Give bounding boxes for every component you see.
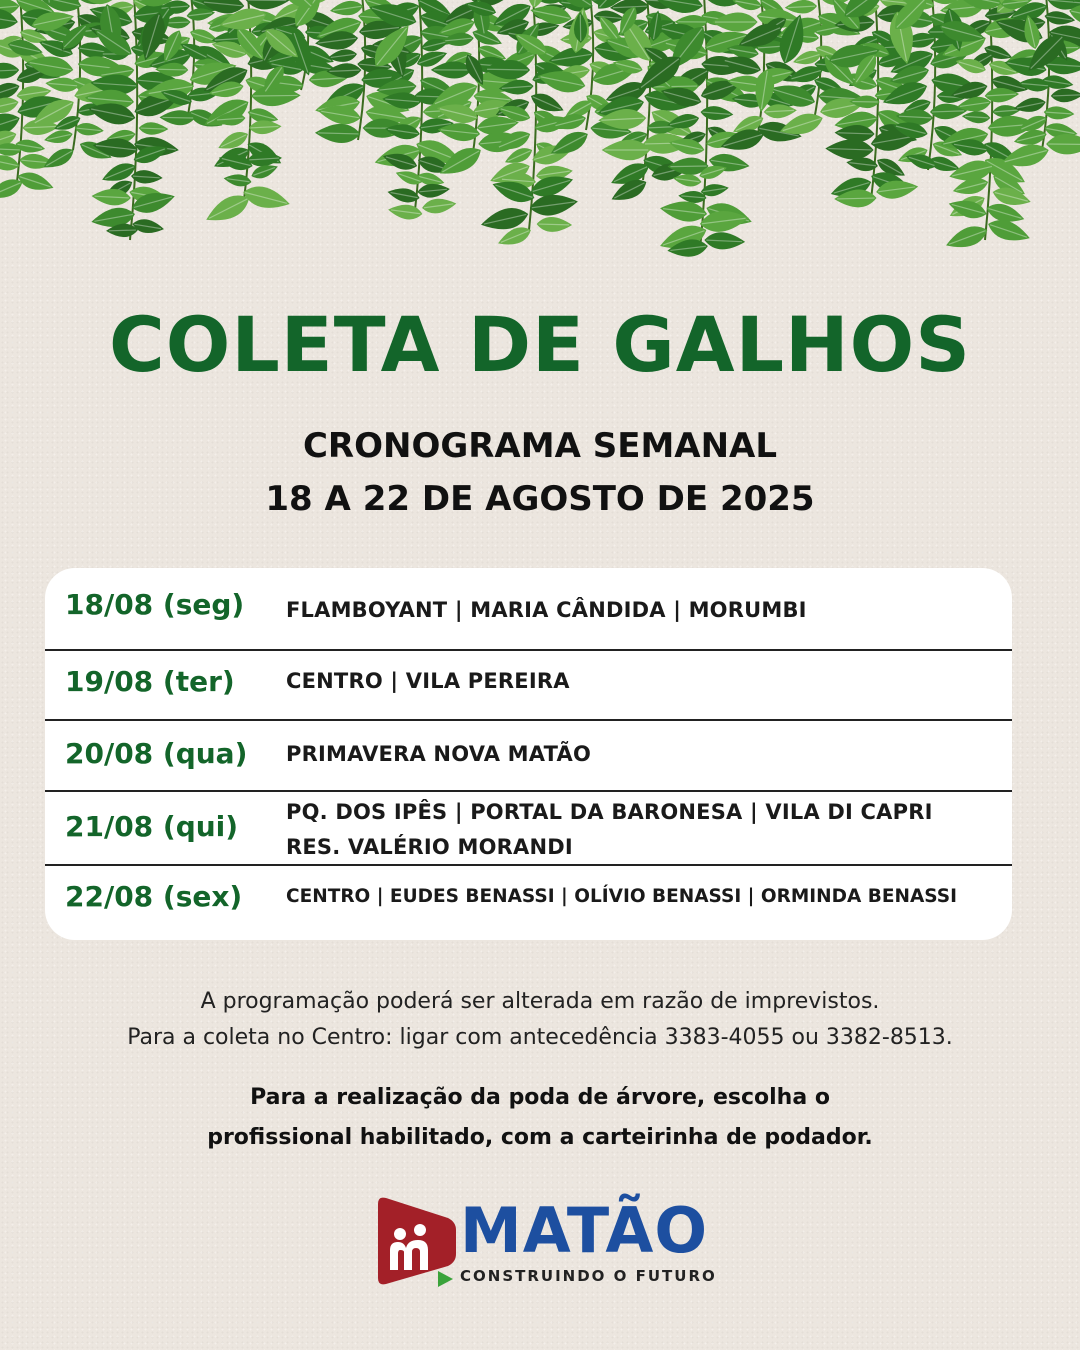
schedule-subtitle: CRONOGRAMA SEMANAL [302,426,778,466]
foliage-decoration [0,0,1080,270]
matao-logo [368,1192,718,1292]
advice-text: Para a realização da poda de árvore, escolha o [250,1085,830,1110]
schedule-row [45,866,1012,940]
schedule-day: 20/08 (qua) [65,737,248,770]
schedule-row [45,651,1012,721]
schedule-day: 18/08 (seg) [65,588,245,621]
schedule-places: CENTRO | EUDES BENASSI | OLÍVIO BENASSI | ORMINDA BENASSI [286,886,957,907]
notice-phone-text: Para a coleta no Centro: ligar com antecedência 3383-4055 ou 3382-8513. [127,1025,953,1050]
schedule-row [45,568,1012,650]
logo-tagline: CONSTRUINDO O FUTURO [460,1267,717,1285]
play-icon [436,1270,454,1288]
schedule-places: CENTRO | VILA PEREIRA [286,669,570,693]
schedule-row [45,792,1012,864]
schedule-places: FLAMBOYANT | MARIA CÂNDIDA | MORUMBI [286,598,807,622]
schedule-places: PQ. DOS IPÊS | PORTAL DA BARONESA | VILA DI CAPRI [286,800,933,824]
schedule-day: 19/08 (ter) [65,665,235,698]
schedule-places: RES. VALÉRIO MORANDI [286,835,573,859]
logo-name: MATÃO [460,1194,709,1267]
date-range: 18 A 22 DE AGOSTO DE 2025 [265,479,815,519]
advice-text: profissional habilitado, com a carteirinha de podador. [207,1125,873,1150]
schedule-places: PRIMAVERA NOVA MATÃO [286,742,592,766]
notice-text: A programação poderá ser alterada em razão de imprevistos. [200,989,880,1014]
schedule-row [45,721,1012,791]
schedule-table [45,568,1012,940]
page-title: COLETA DE GALHOS [109,300,971,389]
schedule-day: 21/08 (qui) [65,810,239,843]
schedule-day: 22/08 (sex) [65,880,243,913]
